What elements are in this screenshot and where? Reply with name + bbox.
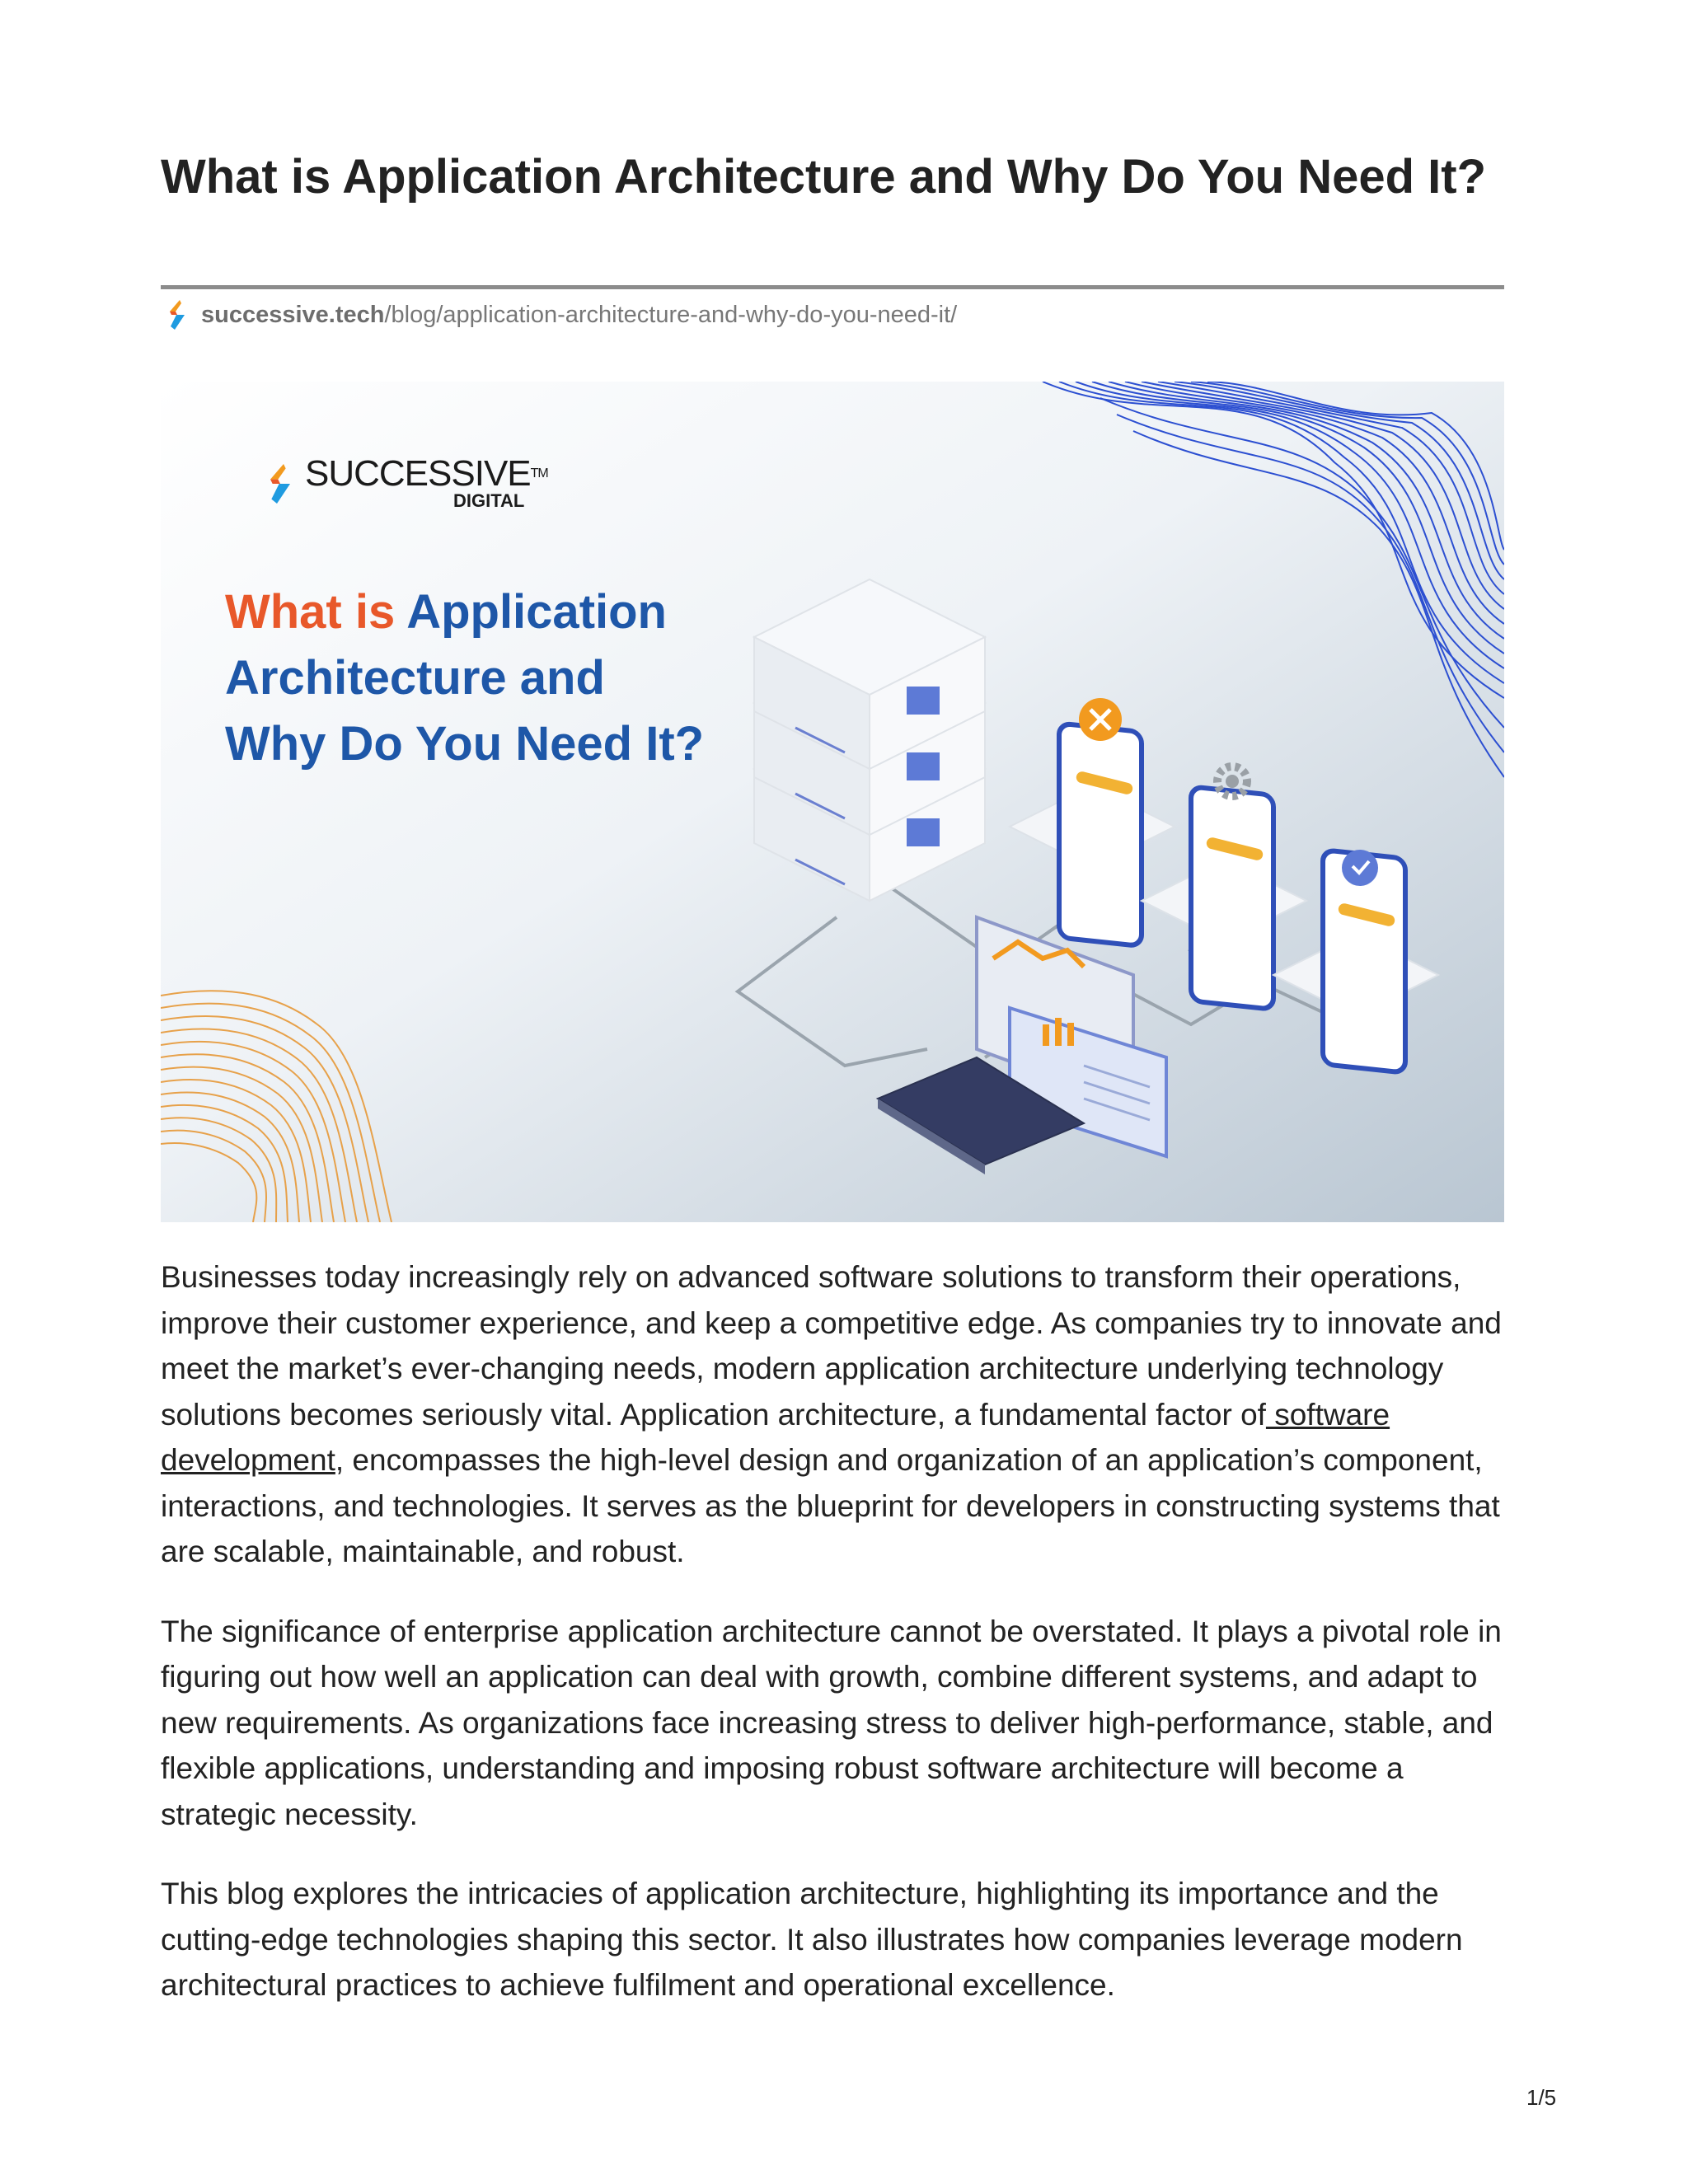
successive-logo-icon xyxy=(165,298,190,331)
hero-brand-name: SUCCESSIVE xyxy=(305,453,531,494)
hero-brand-trademark: TM xyxy=(530,466,548,480)
software-development-link[interactable]: software development xyxy=(161,1397,1390,1477)
paragraph-2: The significance of enterprise application architecture cannot be overstated. It plays a pivotal role in figuring out how well an application can deal with growth, combine different systems, and adapt to new requirements. As organizations face increasing stress to deliver high-performance, stable, and flexible applications, understanding and imposing robust software architecture will become a strategic necessity. xyxy=(161,1614,1502,1831)
article-body xyxy=(161,1254,1512,2042)
paragraph-3: This blog explores the intricacies of application architecture, highlighting its importance and the cutting-edge technologies shaping this sector. It also illustrates how companies leverage modern architectural practices to achieve fulfilment and operational excellence. xyxy=(161,1877,1463,2002)
source-domain: successive.tech xyxy=(201,301,385,328)
source-path: /blog/application-architecture-and-why-do-you-need-it/ xyxy=(384,301,958,328)
page-number: 1/5 xyxy=(1526,2085,1557,2110)
hero-brand-sub: DIGITAL xyxy=(453,490,525,511)
hero-headline-accent: What is xyxy=(225,585,396,639)
source-url[interactable] xyxy=(165,298,957,331)
hero-headline-part2: Application xyxy=(406,585,667,639)
hero-brand-logo xyxy=(264,453,548,512)
paragraph-1 xyxy=(161,1254,1512,1575)
hero-headline-line2: Architecture and xyxy=(225,651,605,705)
page-title: What is Application Architecture and Why Do You Need It? xyxy=(161,150,1486,204)
hero-headline-line3: Why Do You Need It? xyxy=(225,717,705,771)
hero-image xyxy=(161,382,1504,1222)
hero-headline xyxy=(225,579,802,777)
paragraph-1-text: Businesses today increasingly rely on advanced software solutions to transform their operations, improve their customer experience, and keep a competitive edge. As companies try to innovate and meet the market’s ever-changing needs, modern application architecture underlying technology solutions becomes seriously vital. Application architecture, a fundamental factor of xyxy=(161,1260,1502,1432)
title-divider xyxy=(161,285,1504,289)
successive-logo-mark-icon xyxy=(264,459,297,509)
paragraph-1-text-end: , encompasses the high-level design and organization of an application’s component, interactions, and technologies. It serves as the blueprint for developers in constructing systems that are scalable, maintainable, and robust. xyxy=(161,1443,1500,1568)
